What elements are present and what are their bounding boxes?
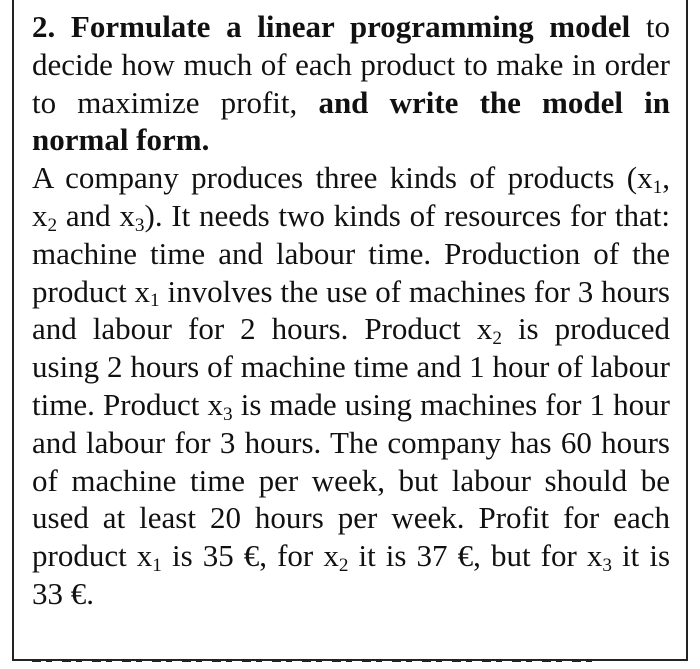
body-text: and x: [57, 197, 135, 233]
body-text: is produced using 2 hours of machine time and 1 hour of labour time. Product x: [32, 311, 670, 422]
body-text: it is 37 €, but for x: [348, 538, 603, 574]
cutoff-text-fragment: [32, 661, 592, 662]
body-text: is made using machines for 1 hour and labour for 3 hours. The company has 60 hours of machine time per week, but labour should be used at least 20 hours per week. Profit for each product x: [32, 386, 670, 574]
problem-heading-bold-2: and write the model in normal form.: [32, 84, 670, 158]
body-text: is 35 €, for x: [161, 538, 339, 574]
next-row-cutoff: [14, 661, 686, 669]
subscript: 2: [47, 214, 58, 236]
subscript: 2: [338, 554, 349, 576]
problem-heading-bold: 2. Formulate a linear programming model: [32, 9, 631, 44]
problem-heading-plain: to decide how much of each product to make in order to maximize profit,: [32, 9, 671, 120]
subscript: 1: [150, 290, 160, 312]
body-text: it is 33 €.: [32, 538, 671, 611]
body-text: involves the use of machines for 3 hours and labour for 2 hours. Product x: [32, 273, 670, 347]
subscript: 1: [652, 176, 663, 198]
problem-body: [32, 159, 670, 613]
body-text: ). It needs two kinds of resources for that: machine time and labour time. Production of the product x: [32, 197, 671, 309]
subscript: 3: [602, 554, 612, 576]
subscript: 2: [492, 328, 502, 350]
body-text: , x: [32, 160, 670, 233]
body-text: A company produces three kinds of products (x: [32, 160, 653, 196]
subscript: 3: [223, 403, 233, 425]
subscript: 1: [152, 554, 162, 576]
problem-cell: [12, 0, 688, 661]
problem-text: [32, 8, 670, 159]
subscript: 3: [134, 214, 145, 236]
